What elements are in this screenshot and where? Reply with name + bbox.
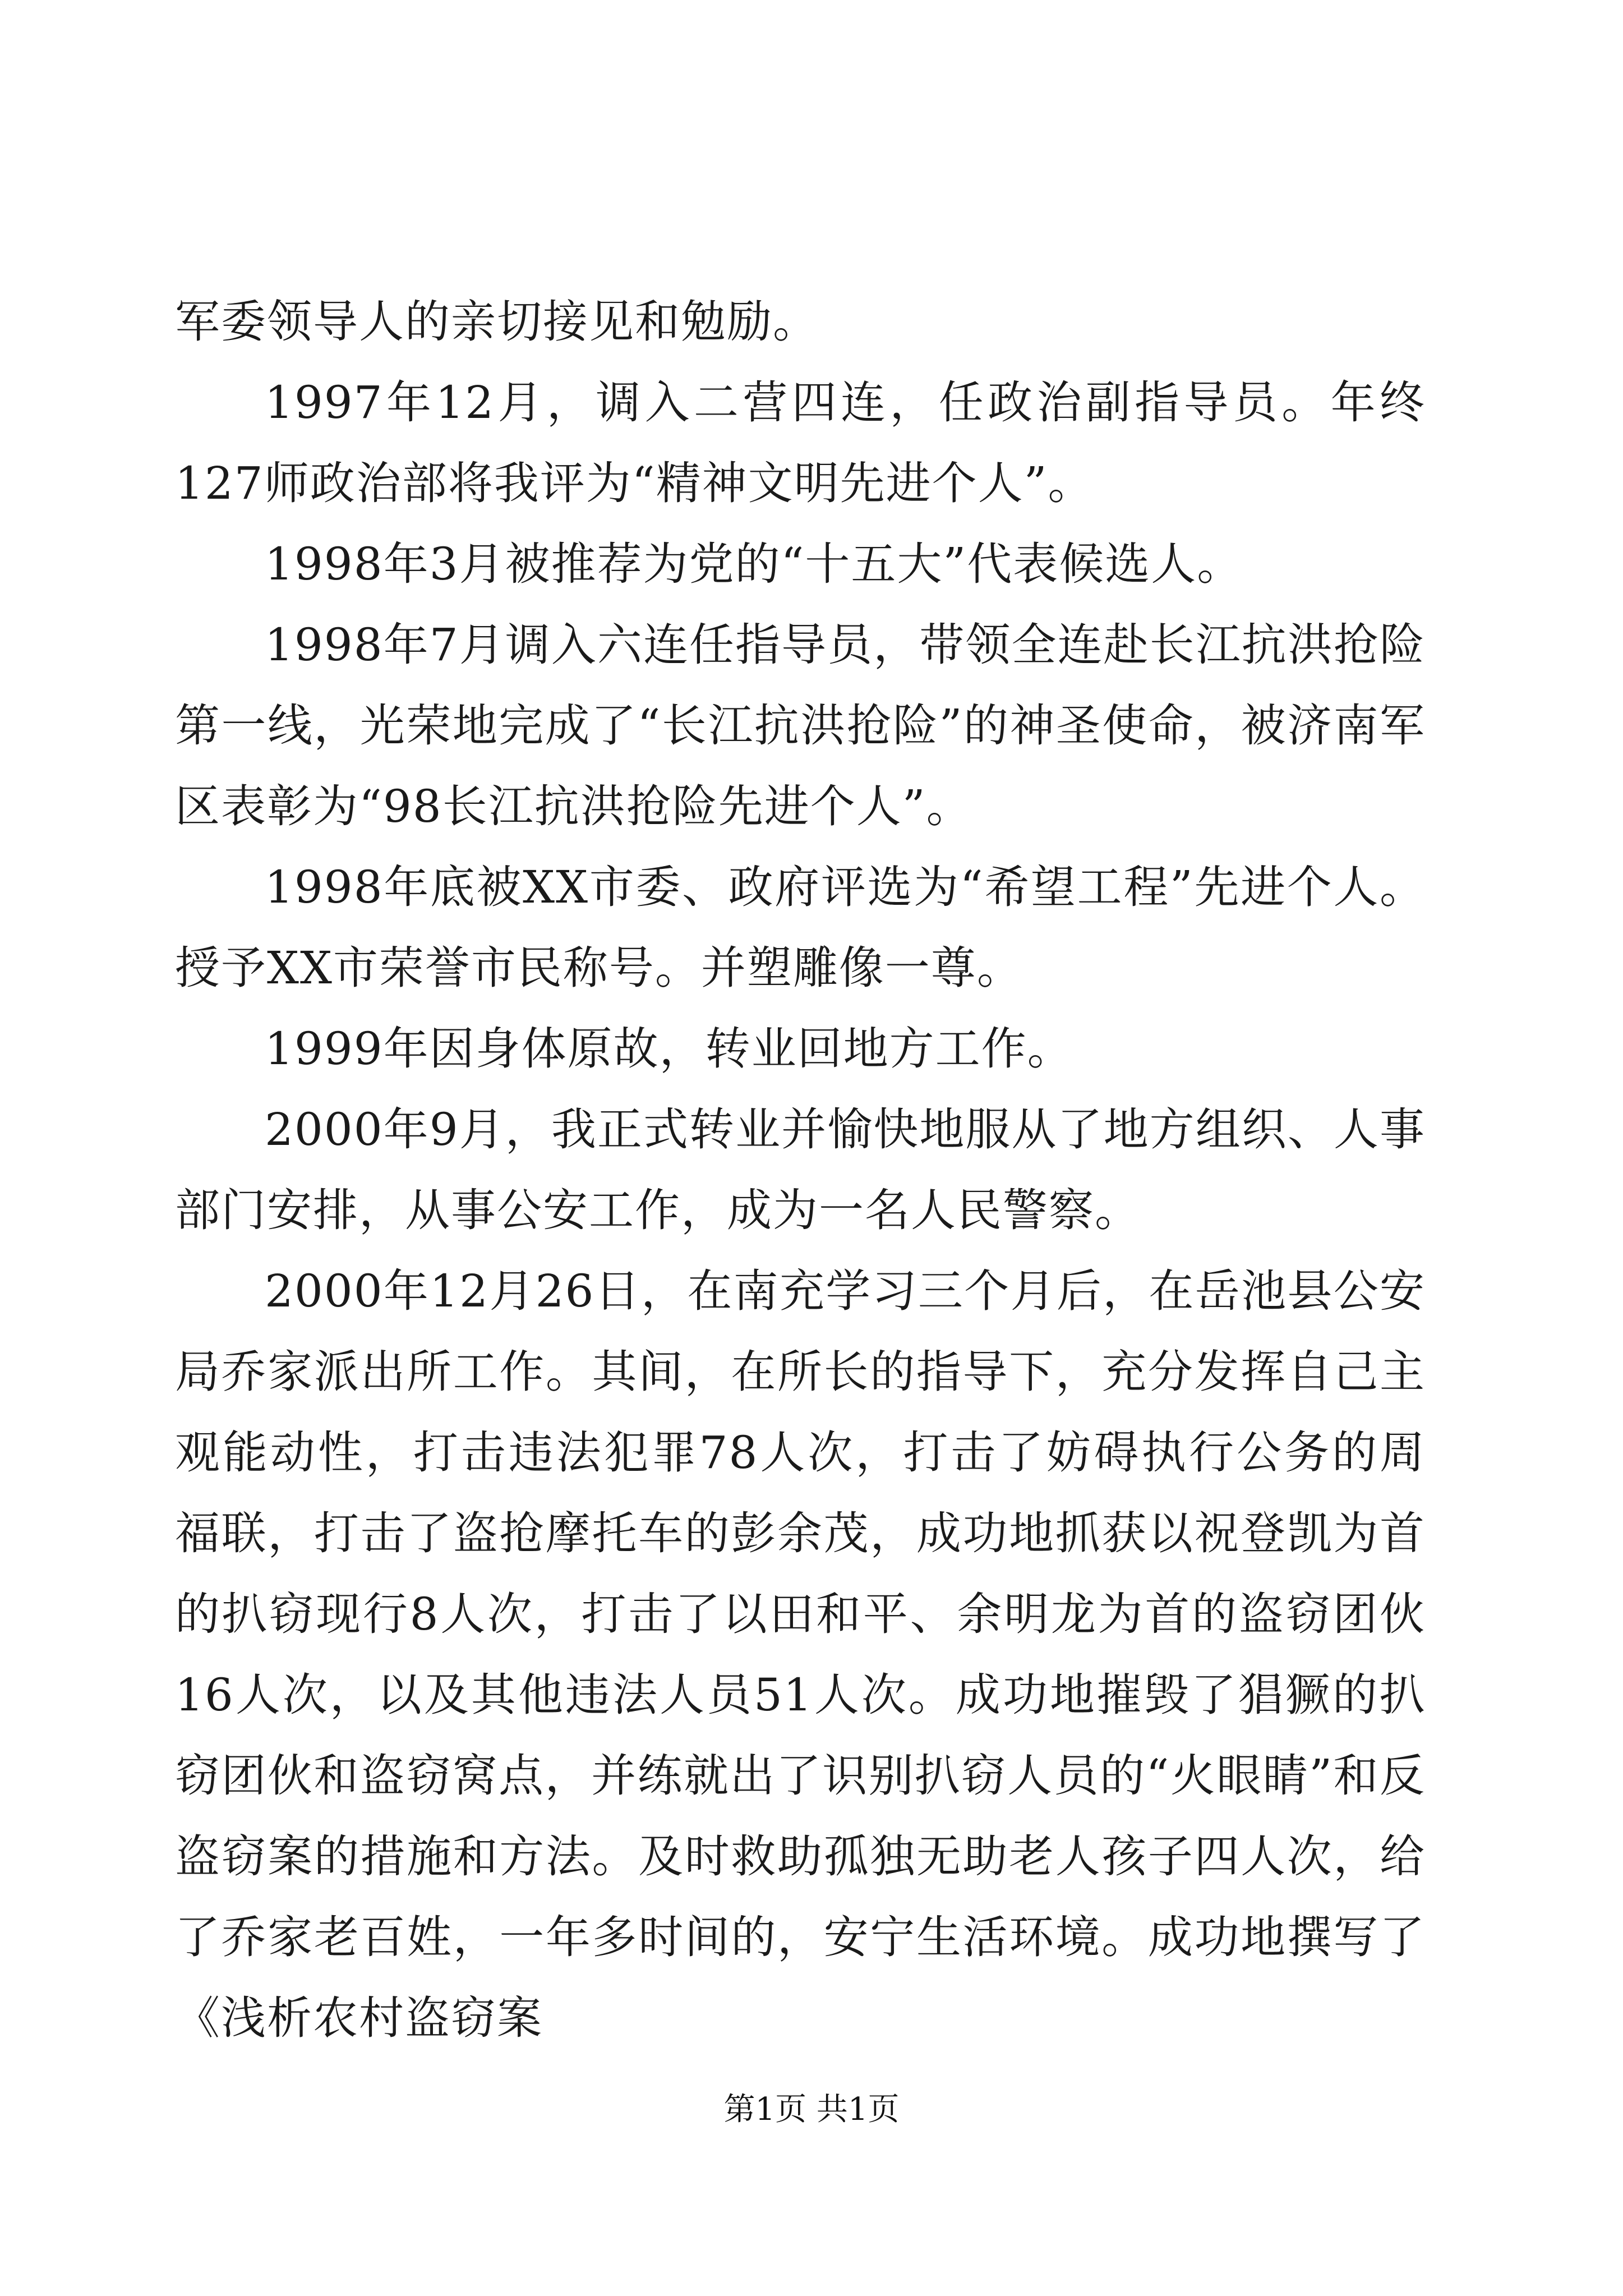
- paragraph-1998-mar: 1998年3月被推荐为党的“十五大”代表候选人。: [265, 538, 1243, 590]
- paragraph-1997-dec: 1997年12月，调入二营四连，任政治副指导员。年终127师政治部将我评为“精神文明先进个人”。: [175, 376, 1426, 509]
- paragraph-continuation: 军委领导人的亲切接见和勉励。: [175, 296, 819, 348]
- paragraph-2000-sep: 2000年9月，我正式转业并愉快地服从了地方组织、人事部门安排，从事公安工作，成为一名人民警察。: [175, 1103, 1426, 1236]
- page-footer: 第1页 共1页: [723, 2091, 900, 2128]
- paragraph-1998-end: 1998年底被XX市委、政府评选为“希望工程”先进个人。授予XX市荣誉市民称号。并塑雕像一尊。: [175, 861, 1426, 994]
- paragraph-2000-dec: 2000年12月26日，在南充学习三个月后，在岳池县公安局乔家派出所工作。其间，在所长的指导下，充分发挥自己主观能动性，打击违法犯罪78人次，打击了妨碍执行公务的周福联，打击了盗抢摩托车的彭余茂，成功地抓获以祝登凯为首的扒窃现行8人次，打击了以田和平、余明龙为首的盗窃团伙16人次，以及其他违法人员51人次。成功地摧毁了猖獗的扒窃团伙和盗窃窝点，并练就出了识别扒窃人员的“火眼睛”和反盗窃案的措施和方法。及时救助孤独无助老人孩子四人次，给了乔家老百姓，一年多时间的，安宁生活环境。成功地撰写了《浅析农村盗窃案: [175, 1265, 1426, 2044]
- paragraph-1998-jul: 1998年7月调入六连任指导员，带领全连赴长江抗洪抢险第一线，光荣地完成了“长江抗洪抢险”的神圣使命，被济南军区表彰为“98长江抗洪抢险先进个人”。: [175, 619, 1426, 832]
- document-body: [175, 282, 1426, 2059]
- paragraph-1999: 1999年因身体原故，转业回地方工作。: [265, 1023, 1073, 1075]
